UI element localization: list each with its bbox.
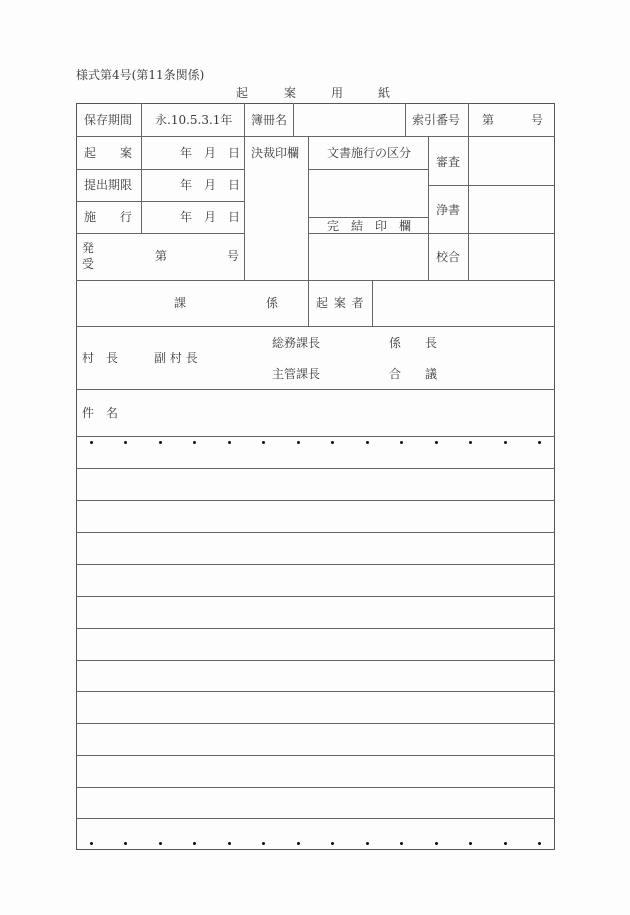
- title-char-3: 用: [331, 86, 344, 100]
- divider: [308, 217, 428, 218]
- general-affairs-chief-label: 総務課長: [272, 336, 321, 350]
- index-number-prefix: 第: [482, 113, 495, 127]
- index-number-suffix: 号: [531, 113, 544, 127]
- day-label: 日: [228, 146, 241, 160]
- day-label: 日: [228, 178, 241, 192]
- year-label: 年: [180, 178, 193, 192]
- title-char-2: 案: [284, 86, 297, 100]
- doc-enforcement-area[interactable]: [309, 170, 427, 216]
- ledger-name-field[interactable]: [294, 104, 404, 136]
- clean-copy-stamp-field[interactable]: [469, 186, 554, 233]
- year-label: 年: [180, 146, 193, 160]
- dispatch-number-prefix: 第: [155, 249, 168, 263]
- doc-enforcement-label: 文書施行の区分: [327, 146, 412, 160]
- dispatch-number-field[interactable]: [100, 234, 243, 280]
- day-label: 日: [228, 210, 241, 224]
- drafter-label: 起 案 者: [316, 296, 365, 310]
- divider: [405, 103, 406, 136]
- completion-stamp-area[interactable]: [309, 234, 427, 280]
- draft-date-label: 起 案: [84, 146, 133, 160]
- approval-stamp-area[interactable]: [245, 170, 307, 280]
- index-number-label: 索引番号: [412, 113, 461, 127]
- drafter-field[interactable]: [373, 281, 554, 326]
- subsection-label: 係: [266, 296, 279, 310]
- dispatch-label: 発: [82, 241, 95, 255]
- section-chief-label: 係 長: [389, 336, 438, 350]
- body-text-area[interactable]: [77, 437, 554, 849]
- subject-field[interactable]: [77, 390, 554, 436]
- deputy-mayor-label: 副 村 長: [154, 351, 198, 365]
- form-number-label: 様式第4号(第11条関係): [76, 68, 205, 82]
- divider: [308, 136, 309, 326]
- divider: [428, 136, 429, 280]
- division-label: 課: [174, 296, 187, 310]
- audit-stamp-field[interactable]: [469, 137, 554, 185]
- audit-label: 審査: [436, 155, 461, 169]
- retention-period-field[interactable]: [142, 104, 243, 136]
- index-number-field[interactable]: [469, 104, 554, 136]
- year-label: 年: [180, 210, 193, 224]
- dispatch-number-suffix: 号: [227, 249, 240, 263]
- approval-stamp-label: 決裁印欄: [251, 146, 300, 160]
- mayor-label: 村 長: [82, 351, 119, 365]
- enforcement-date-field[interactable]: [142, 202, 243, 233]
- retention-period-label: 保存期間: [84, 113, 133, 127]
- ledger-name-label: 簿冊名: [251, 113, 288, 127]
- title-char-4: 紙: [378, 86, 391, 100]
- receive-label: 受: [82, 257, 95, 271]
- subject-label: 件 名: [82, 406, 119, 420]
- proofread-stamp-field[interactable]: [469, 234, 554, 280]
- enforcement-date-label: 施 行: [84, 210, 133, 224]
- divider: [76, 136, 468, 137]
- month-label: 月: [204, 146, 217, 160]
- proofread-label: 校合: [436, 250, 461, 264]
- due-date-field[interactable]: [142, 170, 243, 201]
- section-field[interactable]: [77, 281, 307, 326]
- draft-date-field[interactable]: [142, 137, 243, 169]
- month-label: 月: [204, 178, 217, 192]
- due-date-label: 提出期限: [84, 178, 133, 192]
- completion-stamp-label: 完 結 印 欄: [327, 219, 412, 233]
- approvers-area[interactable]: [77, 327, 554, 389]
- month-label: 月: [204, 210, 217, 224]
- title-char-1: 起: [236, 86, 249, 100]
- consultation-label: 合 議: [389, 367, 438, 381]
- retention-period-value: 永.10.5.3.1年: [155, 113, 233, 127]
- clean-copy-label: 浄書: [436, 203, 461, 217]
- managing-chief-label: 主管課長: [272, 367, 321, 381]
